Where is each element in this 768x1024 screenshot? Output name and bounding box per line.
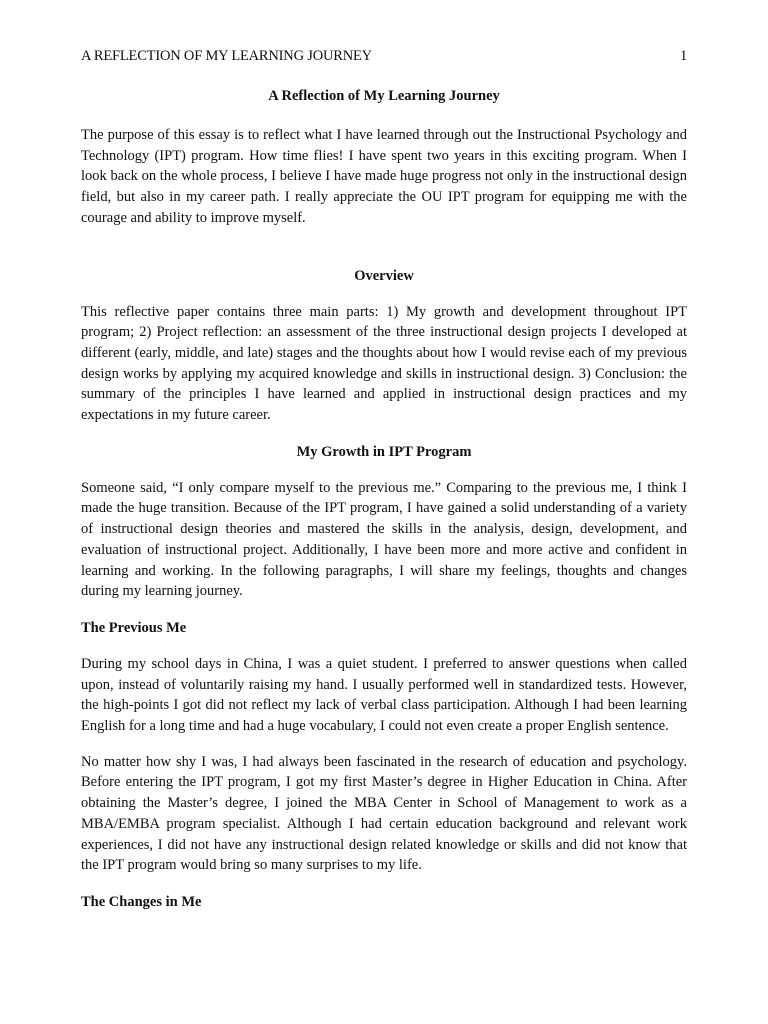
growth-paragraph: Someone said, “I only compare myself to the previous me.” Comparing to the previous me, I think I made the huge transition. Because of the IPT program, I have gained a solid understanding of a variety of instructional design theories and mastered the skills in the analysis, design, development, and evaluation of instructional project. Additionally, I have been more and more active and confident in learning and working. In the following paragraphs, I will share my feelings, thoughts and changes during my learning journey.	[81, 479, 687, 600]
document-page	[81, 46, 687, 912]
overview-paragraph: This reflective paper contains three main parts: 1) My growth and development throughout IPT program; 2) Project reflection: an assessment of the three instructional design projects I developed at different (early, middle, and late) stages and the thoughts about how I would revise each of my previous design works by applying my acquired knowledge and skills in instructional design. 3) Conclusion: the summary of the principles I have learned and applied in instructional design practices and my expectations in my future career.	[81, 303, 687, 424]
previous-me-heading: The Previous Me	[81, 619, 187, 636]
previous-me-paragraph-2: No matter how shy I was, I had always been fascinated in the research of education and psychology. Before entering the IPT program, I got my first Master’s degree in Higher Education in China. After obtaining the Master’s degree, I joined the MBA Center in School of Management to work as a MBA/EMBA program specialist. Although I had certain education background and relevant work experiences, I did not have any instructional design related knowledge or skills and did not know that the IPT program would bring so many surprises to my life.	[81, 753, 687, 874]
overview-heading: Overview	[354, 267, 414, 284]
document-title: A Reflection of My Learning Journey	[268, 88, 500, 104]
previous-me-paragraph-1: During my school days in China, I was a quiet student. I preferred to answer questions when called upon, instead of voluntarily raising my hand. I usually performed well in standardized tests. However, the high-points I got did not reflect my lack of verbal class participation. Although I had been learning English for a long time and had a huge vocabulary, I could not even create a proper English sentence.	[81, 655, 687, 735]
running-head	[81, 46, 687, 66]
changes-heading: The Changes in Me	[81, 893, 202, 910]
intro-paragraph: The purpose of this essay is to reflect what I have learned through out the Instructional Psychology and Technology (IPT) program. How time flies! I have spent two years in this exciting program. When I look back on the whole process, I believe I have made huge progress not only in the instructional design field, but also in my career path. I really appreciate the OU IPT program for equipping me with the courage and ability to improve myself.	[81, 127, 687, 226]
running-head-title: A REFLECTION OF MY LEARNING JOURNEY	[81, 48, 372, 64]
page-number: 1	[679, 48, 687, 64]
growth-heading: My Growth in IPT Program	[296, 443, 472, 460]
